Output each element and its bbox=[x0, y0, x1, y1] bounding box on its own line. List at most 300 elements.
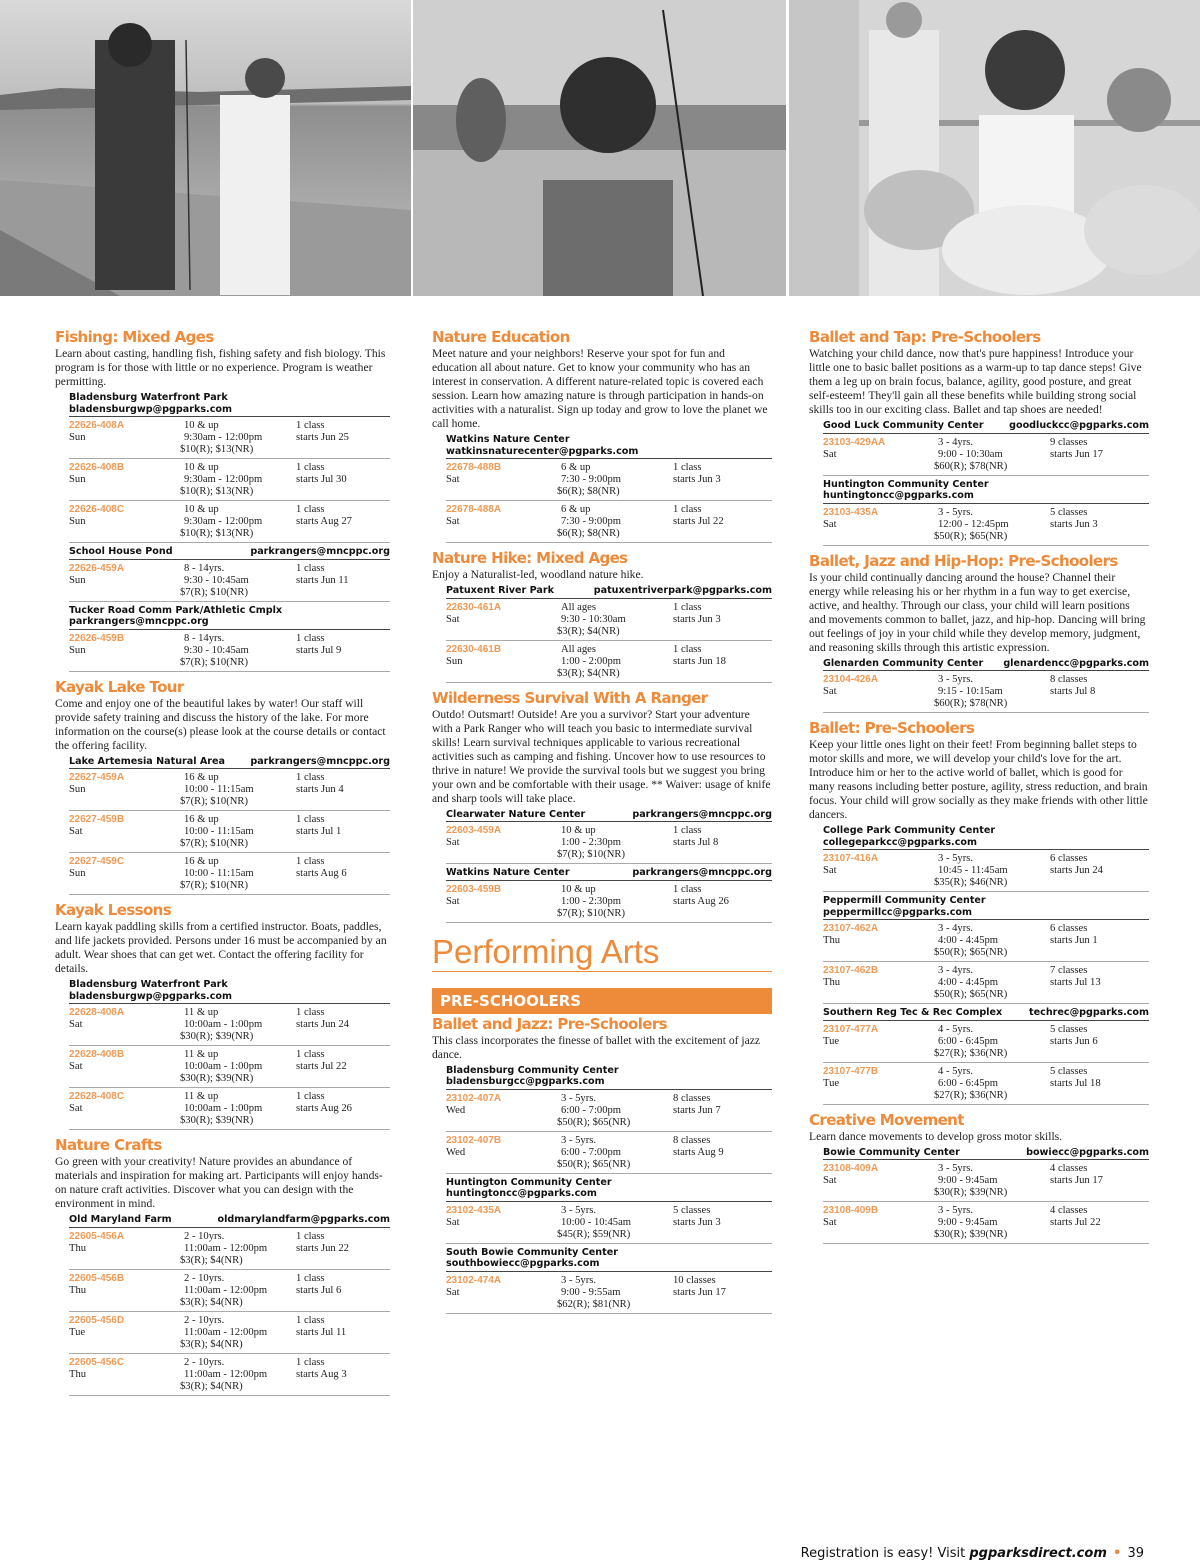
class-time: 9:00 - 9:55am bbox=[561, 1286, 621, 1298]
class-code-link[interactable]: 22626-408B bbox=[69, 462, 125, 473]
photo-ballet-class bbox=[789, 0, 1200, 296]
class-code-link[interactable]: 23108-409A bbox=[823, 1163, 879, 1174]
class-price: $50(R); $65(NR) bbox=[557, 1116, 631, 1128]
class-day: Thu bbox=[69, 1368, 87, 1380]
class-price: $60(R); $78(NR) bbox=[934, 698, 1008, 709]
class-time: 9:30 - 10:30am bbox=[561, 613, 626, 625]
class-age: 10 & up bbox=[184, 462, 219, 473]
program-section bbox=[55, 902, 390, 1130]
class-start: starts Jul 9 bbox=[296, 644, 342, 656]
class-price: $30(R); $39(NR) bbox=[180, 1115, 254, 1126]
class-time: 11:00am - 12:00pm bbox=[184, 1368, 268, 1380]
class-age: 16 & up bbox=[184, 772, 219, 783]
class-age: 10 & up bbox=[184, 420, 219, 431]
location-header bbox=[823, 420, 1149, 434]
class-price: $3(R); $4(NR) bbox=[180, 1254, 243, 1266]
class-day: Thu bbox=[69, 1242, 87, 1254]
location-name: bladensburgcc@pgparks.com bbox=[446, 1076, 605, 1087]
class-time: 9:30am - 12:00pm bbox=[184, 516, 263, 527]
class-price: $50(R); $65(NR) bbox=[934, 947, 1008, 958]
location-name: huntingtoncc@pgparks.com bbox=[823, 490, 974, 501]
performing-arts-heading: Performing Arts bbox=[432, 933, 772, 972]
class-code-link[interactable]: 23107-416A bbox=[823, 853, 879, 864]
class-price: $3(R); $4(NR) bbox=[557, 625, 620, 637]
class-code-link[interactable]: 22628-408C bbox=[69, 1091, 125, 1102]
class-price: $3(R); $4(NR) bbox=[180, 1380, 243, 1392]
program-description: Go green with your creativity! Nature provides an abundance of materials and inspiration for making art. Participants will enjoy hands-on nature craft activities. Discover what you can design with the environment in mind. bbox=[55, 1155, 383, 1210]
class-time: 1:00 - 2:00pm bbox=[561, 655, 622, 667]
class-price: $50(R); $65(NR) bbox=[557, 1158, 631, 1170]
class-start: starts Jun 17 bbox=[673, 1286, 726, 1298]
location-line bbox=[823, 907, 1149, 919]
class-time: 10:00 - 11:15am bbox=[184, 868, 254, 879]
class-time: 10:00 - 10:45am bbox=[561, 1216, 632, 1228]
class-start: starts Jun 11 bbox=[296, 574, 349, 586]
class-age: 6 & up bbox=[561, 462, 591, 473]
class-code-link[interactable]: 23102-407A bbox=[446, 1092, 502, 1104]
class-time: 6:00 - 7:00pm bbox=[561, 1104, 622, 1116]
class-code-link[interactable]: 23107-477A bbox=[823, 1023, 879, 1035]
class-row bbox=[69, 1046, 390, 1088]
location-line bbox=[823, 479, 1149, 491]
class-code-link[interactable]: 23102-435A bbox=[446, 1204, 502, 1216]
class-code-link[interactable]: 23107-462B bbox=[823, 965, 879, 976]
class-count: 1 class bbox=[296, 504, 325, 515]
location-line bbox=[446, 585, 772, 597]
class-age: 3 - 5yrs. bbox=[561, 1204, 597, 1216]
class-code-link[interactable]: 23102-407B bbox=[446, 1134, 502, 1146]
class-count: 9 classes bbox=[1050, 436, 1088, 448]
footer-lead: Registration is easy! Visit bbox=[800, 1546, 966, 1561]
program-section bbox=[809, 553, 1149, 714]
class-count: 8 classes bbox=[673, 1134, 711, 1146]
class-code-link[interactable]: 22626-408C bbox=[69, 504, 125, 515]
class-age: 3 - 5yrs. bbox=[938, 506, 974, 518]
class-count: 1 class bbox=[296, 772, 325, 783]
location-line bbox=[69, 605, 390, 617]
class-time: 10:00 - 11:15am bbox=[184, 826, 254, 837]
class-count: 1 class bbox=[296, 1314, 325, 1326]
class-row bbox=[69, 459, 390, 501]
class-count: 1 class bbox=[673, 643, 702, 655]
photo-fishing-pier bbox=[0, 0, 411, 296]
class-time: 9:00 - 10:30am bbox=[938, 448, 1003, 460]
class-age: 3 - 4yrs. bbox=[938, 965, 974, 976]
location-name: bladensburgwp@pgparks.com bbox=[69, 403, 232, 415]
class-start: starts Aug 6 bbox=[296, 868, 347, 879]
class-time: 12:00 - 12:45pm bbox=[938, 518, 1009, 530]
location-line bbox=[823, 1007, 1149, 1019]
class-count: 4 classes bbox=[1050, 1205, 1088, 1216]
class-age: 3 - 5yrs. bbox=[938, 674, 974, 685]
location-name: Tucker Road Comm Park/Athletic Cmplx bbox=[69, 604, 283, 616]
location-name: watkinsnaturecenter@pgparks.com bbox=[446, 445, 639, 457]
program-title: Nature Crafts bbox=[55, 1136, 162, 1154]
location-email[interactable]: parkrangers@mncppc.org bbox=[632, 808, 772, 820]
class-row bbox=[446, 1202, 772, 1244]
class-day: Thu bbox=[823, 935, 841, 946]
class-code-link[interactable]: 22605-456D bbox=[69, 1314, 125, 1326]
class-count: 6 classes bbox=[1050, 923, 1088, 934]
location-name: School House Pond bbox=[69, 546, 173, 557]
class-age: 3 - 5yrs. bbox=[561, 1092, 597, 1104]
class-code-link[interactable]: 23107-477B bbox=[823, 1065, 879, 1077]
class-age: 11 & up bbox=[184, 1091, 219, 1102]
location-header bbox=[823, 1007, 1149, 1021]
class-code-link[interactable]: 22628-408A bbox=[69, 1007, 125, 1018]
class-age: 8 - 14yrs. bbox=[184, 632, 225, 644]
class-price: $30(R); $39(NR) bbox=[934, 1187, 1008, 1198]
location-name: Patuxent River Park bbox=[446, 585, 554, 596]
location-header bbox=[823, 895, 1149, 920]
class-age: 8 - 14yrs. bbox=[184, 562, 225, 574]
class-row bbox=[823, 504, 1149, 546]
column-left bbox=[55, 329, 390, 1403]
location-header bbox=[69, 756, 390, 770]
class-row bbox=[69, 1270, 390, 1312]
class-age: 2 - 10yrs. bbox=[184, 1356, 225, 1368]
class-age: 10 & up bbox=[561, 883, 596, 895]
class-day: Tue bbox=[69, 1326, 86, 1338]
program-section bbox=[432, 1016, 772, 1314]
location-line bbox=[69, 404, 390, 416]
location-line bbox=[823, 895, 1149, 907]
program-description: Learn about casting, handling fish, fishing safety and fish biology. This program is for those with little or no experience. Program is weather permitting. bbox=[55, 347, 386, 388]
location-email[interactable]: bowiecc@pgparks.com bbox=[1026, 1146, 1149, 1158]
program-section bbox=[809, 329, 1149, 546]
class-count: 1 class bbox=[296, 562, 325, 574]
location-header bbox=[823, 479, 1149, 504]
class-price: $60(R); $78(NR) bbox=[934, 460, 1008, 472]
class-price: $7(R); $10(NR) bbox=[180, 880, 248, 891]
class-price: $30(R); $39(NR) bbox=[934, 1229, 1008, 1240]
class-age: 2 - 10yrs. bbox=[184, 1314, 225, 1326]
class-price: $3(R); $4(NR) bbox=[180, 1296, 243, 1308]
class-price: $3(R); $4(NR) bbox=[557, 667, 620, 679]
class-start: starts Jun 17 bbox=[1050, 448, 1103, 460]
class-count: 7 classes bbox=[1050, 965, 1088, 976]
class-count: 8 classes bbox=[673, 1092, 711, 1104]
class-code-link[interactable]: 22626-459A bbox=[69, 562, 125, 574]
program-section bbox=[809, 720, 1149, 1105]
class-age: 4 - 5yrs. bbox=[938, 1065, 974, 1077]
class-day: Sun bbox=[446, 655, 463, 667]
program-title: Kayak Lessons bbox=[55, 901, 172, 919]
class-code-link[interactable]: 22626-408A bbox=[69, 420, 125, 431]
class-code-link[interactable]: 22678-488A bbox=[446, 504, 502, 515]
class-time: 9:30 - 10:45am bbox=[184, 574, 249, 586]
class-code-link[interactable]: 22605-456B bbox=[69, 1272, 125, 1284]
class-code-link[interactable]: 22630-461A bbox=[446, 601, 502, 613]
column-right bbox=[809, 329, 1149, 1251]
class-code-link[interactable]: 22605-456C bbox=[69, 1356, 125, 1368]
class-start: starts Jul 11 bbox=[296, 1326, 347, 1338]
performing-arts-block bbox=[432, 933, 772, 1314]
location-line bbox=[823, 1147, 1149, 1159]
class-count: 5 classes bbox=[1050, 1023, 1088, 1035]
class-start: starts Jun 3 bbox=[673, 474, 721, 485]
class-count: 1 class bbox=[296, 1272, 325, 1284]
location-line bbox=[823, 658, 1149, 670]
class-count: 1 class bbox=[296, 1007, 325, 1018]
class-start: starts Jul 22 bbox=[1050, 1217, 1101, 1228]
class-code-link[interactable]: 22627-459C bbox=[69, 856, 125, 867]
class-count: 6 classes bbox=[1050, 853, 1088, 864]
class-day: Sun bbox=[69, 868, 86, 879]
class-code-link[interactable]: 22630-461B bbox=[446, 643, 502, 655]
class-time: 10:00am - 1:00pm bbox=[184, 1019, 263, 1030]
class-day: Sat bbox=[446, 613, 460, 625]
class-row bbox=[823, 920, 1149, 962]
class-row bbox=[69, 811, 390, 853]
program-description: Learn dance movements to develop gross motor skills. bbox=[809, 1129, 1063, 1143]
location-email[interactable]: goodluckcc@pgparks.com bbox=[1009, 420, 1149, 431]
location-line bbox=[446, 1065, 772, 1077]
class-day: Sat bbox=[446, 1286, 460, 1298]
photo-boy-with-fish bbox=[413, 0, 786, 296]
location-email[interactable]: parkrangers@mncppc.org bbox=[250, 755, 390, 767]
class-row bbox=[823, 1063, 1149, 1105]
location-email[interactable]: parkrangers@mncppc.org bbox=[632, 867, 772, 878]
program-description: Meet nature and your neighbors! Reserve your spot for fun and education all about nature. Get to know your community who has an interest in conservation. A different nature-related topic is covered each session. Learn how amazing nature is through participation in hands-on activities with a naturalist. Sign up today and grow to love the planet we call home. bbox=[432, 347, 768, 430]
class-age: 10 & up bbox=[184, 504, 219, 515]
class-time: 9:30am - 12:00pm bbox=[184, 474, 263, 485]
class-code-link[interactable]: 23103-429AA bbox=[823, 436, 886, 448]
class-start: starts Jul 1 bbox=[296, 826, 342, 837]
location-email[interactable]: patuxentriverpark@pgparks.com bbox=[593, 585, 772, 596]
page-number: 39 bbox=[1127, 1546, 1144, 1561]
class-day: Sat bbox=[69, 1019, 83, 1030]
class-start: starts Jul 8 bbox=[673, 837, 719, 848]
program-description: Keep your little ones light on their feet! From beginning ballet steps to motor skills and more, we will develop your child's love for the art. Introduce him or her to the active world of ballet, which is good for many reasons including better posture, agility, stress reduction, and brain focus. Your child will grow socially as they make friends with other little dancers. bbox=[809, 738, 1148, 821]
class-start: starts Aug 9 bbox=[673, 1146, 724, 1158]
class-code-link[interactable]: 23107-462A bbox=[823, 923, 879, 934]
class-start: starts Jun 3 bbox=[673, 1216, 721, 1228]
class-code-link[interactable]: 22627-459A bbox=[69, 772, 125, 783]
program-title: Ballet and Tap: Pre-Schoolers bbox=[809, 328, 1041, 346]
class-age: 6 & up bbox=[561, 504, 591, 515]
class-code-link[interactable]: 22628-408B bbox=[69, 1049, 125, 1060]
class-code-link[interactable]: 22603-459A bbox=[446, 825, 502, 836]
class-code-link[interactable]: 22605-456A bbox=[69, 1230, 125, 1242]
location-name: collegeparkcc@pgparks.com bbox=[823, 836, 977, 848]
location-line bbox=[446, 1258, 772, 1270]
program-description: Enjoy a Naturalist-led, woodland nature hike. bbox=[432, 568, 644, 581]
class-code-link[interactable]: 22626-459B bbox=[69, 632, 125, 644]
class-price: $50(R); $65(NR) bbox=[934, 989, 1008, 1000]
class-start: starts Jun 7 bbox=[673, 1104, 721, 1116]
class-day: Tue bbox=[823, 1077, 840, 1089]
location-name: Peppermill Community Center bbox=[823, 895, 986, 906]
class-price: $7(R); $10(NR) bbox=[557, 907, 625, 919]
class-row bbox=[823, 671, 1149, 713]
class-price: $35(R); $46(NR) bbox=[934, 877, 1008, 888]
location-line bbox=[69, 979, 390, 991]
class-code-link[interactable]: 23102-474A bbox=[446, 1274, 502, 1286]
class-age: 3 - 5yrs. bbox=[938, 1163, 974, 1174]
class-code-link[interactable]: 22678-488B bbox=[446, 462, 502, 473]
location-name: Bowie Community Center bbox=[823, 1146, 960, 1158]
location-name: Good Luck Community Center bbox=[823, 420, 984, 431]
location-header bbox=[446, 809, 772, 823]
class-row bbox=[823, 850, 1149, 892]
class-age: 4 - 5yrs. bbox=[938, 1023, 974, 1035]
class-code-link[interactable]: 23104-426A bbox=[823, 674, 879, 685]
class-price: $30(R); $39(NR) bbox=[180, 1031, 254, 1042]
class-start: starts Jul 22 bbox=[673, 516, 724, 527]
program-title: Nature Hike: Mixed Ages bbox=[432, 549, 628, 567]
class-row bbox=[446, 822, 772, 864]
class-time: 11:00am - 12:00pm bbox=[184, 1326, 268, 1338]
location-email[interactable]: oldmarylandfarm@pgparks.com bbox=[217, 1214, 390, 1225]
class-day: Sun bbox=[69, 644, 86, 656]
class-age: 3 - 4yrs. bbox=[938, 923, 974, 934]
class-day: Sun bbox=[69, 474, 86, 485]
location-name: College Park Community Center bbox=[823, 825, 996, 836]
location-email[interactable]: parkrangers@mncppc.org bbox=[250, 546, 390, 557]
class-start: starts Jun 17 bbox=[1050, 1175, 1103, 1186]
class-start: starts Jun 3 bbox=[673, 613, 721, 625]
class-day: Sun bbox=[69, 784, 86, 795]
location-header bbox=[446, 1247, 772, 1272]
location-header bbox=[69, 392, 390, 417]
class-code-link[interactable]: 23108-409B bbox=[823, 1205, 879, 1216]
class-start: starts Aug 3 bbox=[296, 1368, 347, 1380]
location-name: bladensburgwp@pgparks.com bbox=[69, 990, 232, 1002]
class-age: 2 - 10yrs. bbox=[184, 1272, 225, 1284]
class-day: Sat bbox=[69, 1061, 83, 1072]
class-time: 6:00 - 6:45pm bbox=[938, 1077, 999, 1089]
location-line bbox=[823, 420, 1149, 432]
location-header bbox=[69, 546, 390, 560]
program-description: Is your child continually dancing around the house? Channel their energy while releasing his or her rhythm in a fun way to get exercise, active, and healthy. Through our class, your child will learn positions and movements common to ballet, jazz, and hip-hop. Dancing will bring out feelings of joy in your child while they develop memory, judgment, and reasoning skills through this artistic expression. bbox=[809, 570, 1146, 654]
class-time: 10:00 - 11:15am bbox=[184, 784, 254, 795]
class-age: All ages bbox=[561, 643, 597, 655]
class-count: 1 class bbox=[673, 462, 702, 473]
class-row bbox=[69, 630, 390, 672]
class-time: 11:00am - 12:00pm bbox=[184, 1284, 268, 1296]
location-name: Bladensburg Waterfront Park bbox=[69, 392, 228, 403]
location-header bbox=[823, 1147, 1149, 1161]
class-row bbox=[446, 641, 772, 683]
location-line bbox=[69, 616, 390, 628]
pre-schoolers-band: PRE-SCHOOLERS bbox=[432, 988, 772, 1014]
class-day: Sat bbox=[446, 474, 460, 485]
location-line bbox=[446, 446, 772, 458]
program-section bbox=[55, 1137, 390, 1396]
location-email[interactable]: glenardencc@pgparks.com bbox=[1003, 657, 1149, 669]
class-start: starts Jul 18 bbox=[1050, 1077, 1101, 1089]
class-day: Tue bbox=[823, 1035, 840, 1047]
class-start: starts Jul 13 bbox=[1050, 977, 1101, 988]
class-day: Sun bbox=[69, 432, 86, 443]
class-age: 16 & up bbox=[184, 856, 219, 867]
location-header bbox=[446, 1177, 772, 1202]
class-price: $27(R); $36(NR) bbox=[934, 1089, 1008, 1101]
class-time: 4:00 - 4:45pm bbox=[938, 935, 999, 946]
program-section bbox=[55, 679, 390, 896]
location-name: South Bowie Community Center bbox=[446, 1246, 618, 1258]
class-day: Sat bbox=[823, 865, 837, 876]
class-day: Sat bbox=[823, 1175, 837, 1186]
class-count: 1 class bbox=[673, 601, 702, 613]
class-price: $45(R); $59(NR) bbox=[557, 1228, 631, 1240]
class-row bbox=[446, 1090, 772, 1132]
class-price: $10(R); $13(NR) bbox=[180, 528, 254, 539]
program-section bbox=[432, 329, 772, 543]
location-email[interactable]: techrec@pgparks.com bbox=[1029, 1007, 1149, 1018]
program-description: Learn kayak paddling skills from a certified instructor. Boats, paddles, and life jackets provided. Persons under 16 must be accompanied by an adult. Wear shoes that can get wet. Contact the offering facility for details. bbox=[55, 920, 387, 975]
class-price: $7(R); $10(NR) bbox=[180, 838, 248, 849]
class-day: Wed bbox=[446, 1104, 466, 1116]
location-line bbox=[823, 825, 1149, 837]
class-code-link[interactable]: 23103-435A bbox=[823, 506, 879, 518]
class-row bbox=[823, 1202, 1149, 1244]
class-row bbox=[823, 434, 1149, 476]
class-code-link[interactable]: 22627-459B bbox=[69, 814, 125, 825]
location-header bbox=[823, 825, 1149, 850]
class-time: 4:00 - 4:45pm bbox=[938, 977, 999, 988]
location-name: Old Maryland Farm bbox=[69, 1214, 172, 1225]
class-age: 2 - 10yrs. bbox=[184, 1230, 225, 1242]
class-time: 1:00 - 2:30pm bbox=[561, 837, 622, 848]
class-price: $10(R); $13(NR) bbox=[180, 486, 254, 497]
program-title: Ballet and Jazz: Pre-Schoolers bbox=[432, 1014, 667, 1033]
class-count: 1 class bbox=[296, 420, 325, 431]
location-name: Watkins Nature Center bbox=[446, 867, 570, 878]
class-time: 7:30 - 9:00pm bbox=[561, 474, 622, 485]
location-line bbox=[69, 756, 390, 768]
program-title: Kayak Lake Tour bbox=[55, 677, 184, 696]
class-time: 6:00 - 6:45pm bbox=[938, 1035, 999, 1047]
location-line bbox=[446, 809, 772, 821]
location-name: Watkins Nature Center bbox=[446, 434, 570, 445]
class-day: Thu bbox=[823, 977, 841, 988]
footer-site-link[interactable]: pgparksdirect.com bbox=[969, 1546, 1107, 1561]
program-section bbox=[809, 1112, 1149, 1245]
class-price: $27(R); $36(NR) bbox=[934, 1047, 1008, 1059]
location-name: southbowiecc@pgparks.com bbox=[446, 1258, 600, 1269]
class-time: 9:30 - 10:45am bbox=[184, 644, 249, 656]
location-line bbox=[823, 490, 1149, 502]
class-time: 9:00 - 9:45am bbox=[938, 1175, 998, 1186]
program-description: Come and enjoy one of the beautiful lakes by water! Our staff will provide safety training and discuss the history of the lake. For more information on the course(s) please look at the course details or contact the offering facility. bbox=[55, 696, 386, 752]
program-title: Ballet: Pre-Schoolers bbox=[809, 719, 975, 737]
location-header bbox=[446, 867, 772, 881]
class-row bbox=[446, 501, 772, 543]
program-section bbox=[55, 329, 390, 672]
location-header bbox=[69, 979, 390, 1004]
class-age: All ages bbox=[561, 601, 597, 613]
class-day: Thu bbox=[69, 1284, 87, 1296]
class-age: 3 - 5yrs. bbox=[938, 853, 974, 864]
location-line bbox=[69, 991, 390, 1003]
program-title: Ballet, Jazz and Hip-Hop: Pre-Schoolers bbox=[809, 551, 1118, 570]
class-code-link[interactable]: 22603-459B bbox=[446, 883, 502, 895]
location-line bbox=[446, 1076, 772, 1088]
class-start: starts Jun 6 bbox=[1050, 1035, 1098, 1047]
class-day: Sat bbox=[823, 686, 837, 697]
class-start: starts Jun 22 bbox=[296, 1242, 349, 1254]
location-name: Bladensburg Waterfront Park bbox=[69, 979, 228, 990]
class-start: starts Jun 3 bbox=[1050, 518, 1098, 530]
class-count: 1 class bbox=[296, 856, 325, 867]
class-age: 11 & up bbox=[184, 1049, 219, 1060]
class-day: Sun bbox=[69, 574, 86, 586]
class-time: 7:30 - 9:00pm bbox=[561, 516, 622, 527]
class-row bbox=[823, 1021, 1149, 1063]
class-row bbox=[69, 417, 390, 459]
